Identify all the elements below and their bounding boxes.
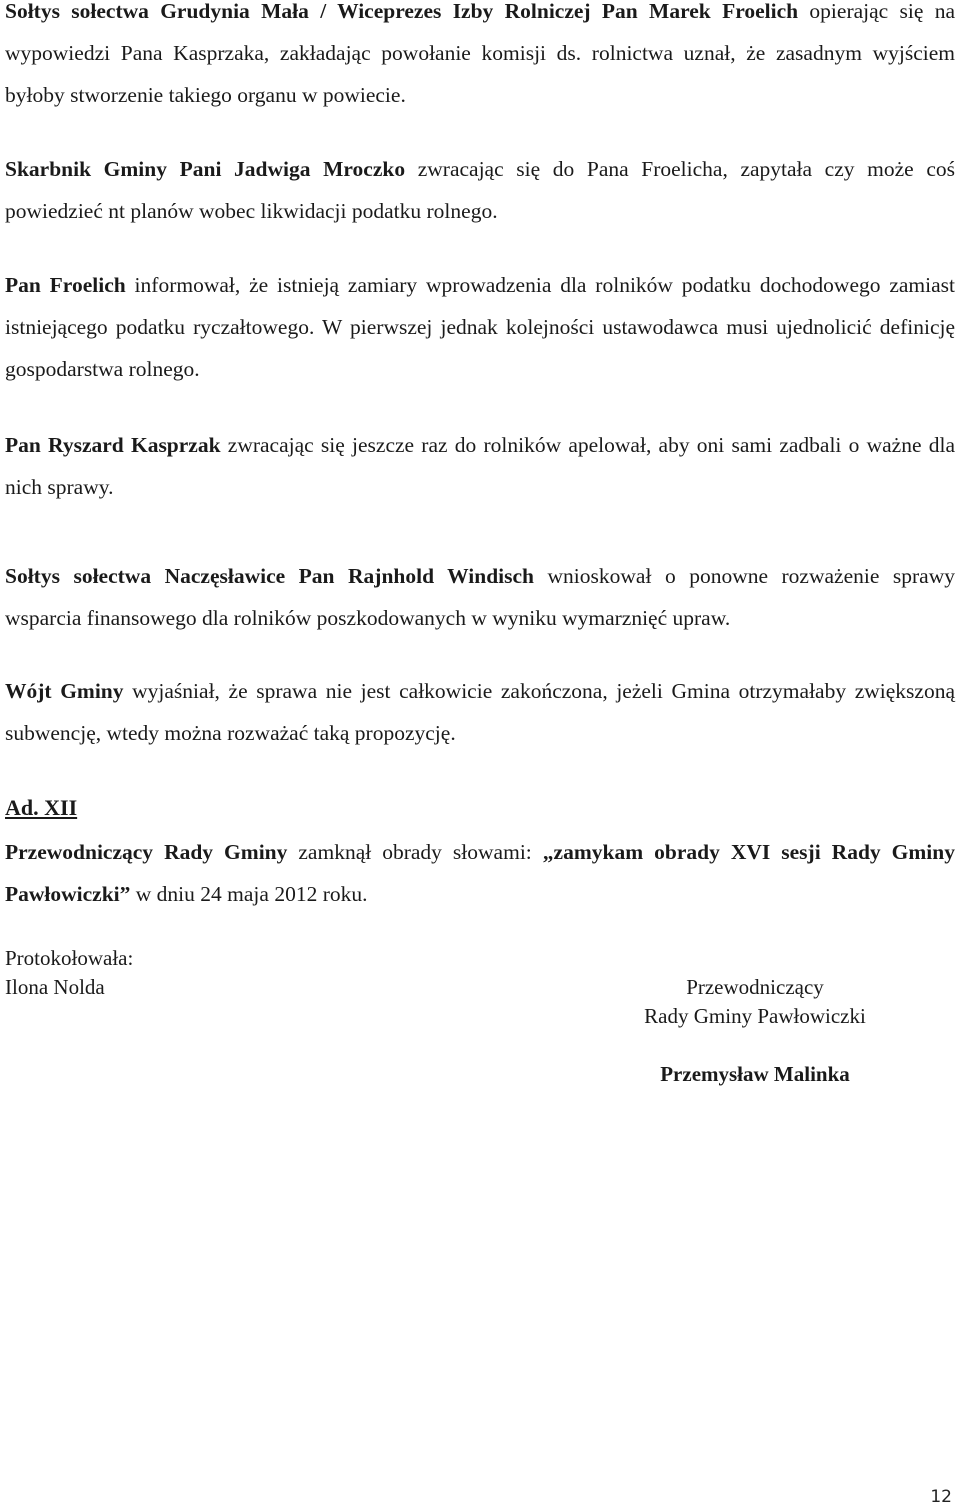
chairman-title: Przewodniczący	[686, 975, 824, 999]
paragraph-wojt-explanation	[5, 670, 955, 754]
paragraph-froelich-tax	[5, 264, 955, 390]
paragraph-text: opierając się na wypowiedzi Pana Kasprzaka, zakładając powołanie komisji ds. rolnictwa uznał, że zasadnym wyjściem byłoby stworzenie takiego organu w powiecie.	[5, 0, 956, 107]
page-number: 12	[930, 1487, 952, 1507]
paragraph-text: w dniu 24 maja 2012 roku.	[130, 882, 368, 906]
recorder-name: Ilona Nolda	[5, 975, 105, 999]
recorder-label: Protokołowała:	[5, 946, 134, 970]
paragraph-mroczko-question	[5, 148, 955, 232]
paragraph-kasprzak-appeal	[5, 424, 955, 508]
paragraph-windisch-motion	[5, 555, 955, 639]
paragraph-froelich-commission	[5, 0, 955, 116]
paragraph-text: informował, że istnieją zamiary wprowadzenia dla rolników podatku dochodowego zamiast istniejącego podatku ryczałtowego. W pierwszej jednak kolejności ustawodawca musi ujednolicić definicję gospodarstwa rolnego.	[5, 273, 955, 381]
section-heading: Ad. XII	[5, 795, 78, 820]
chairman-name: Przemysław Malinka	[660, 1062, 850, 1086]
speaker-name: Pan Ryszard Kasprzak	[5, 433, 221, 457]
paragraph-text: zamknął obrady słowami:	[287, 840, 543, 864]
speaker-name: Sołtys sołectwa Naczęsławice Pan Rajnhold Windisch	[5, 564, 535, 588]
paragraph-text: wyjaśniał, że sprawa nie jest całkowicie zakończona, jeżeli Gmina otrzymałaby zwiększoną subwencję, wtedy można rozważać taką propozycję.	[5, 679, 955, 745]
paragraph-text: wnioskował o ponowne rozważenie sprawy wsparcia finansowego dla rolników poszkodowanych w wyniku wymarznięć upraw.	[5, 564, 955, 630]
speaker-name: Skarbnik Gminy Pani Jadwiga Mroczko	[5, 157, 406, 181]
speaker-name: Przewodniczący Rady Gminy	[5, 840, 288, 864]
chairman-council: Rady Gminy Pawłowiczki	[644, 1004, 866, 1028]
speaker-name: Wójt Gminy	[5, 679, 124, 703]
paragraph-text: zwracając się jeszcze raz do rolników apelował, aby oni sami zadbali o ważne dla nich sprawy.	[5, 433, 955, 499]
speaker-name: Pan Froelich	[5, 273, 126, 297]
paragraph-text: zwracając się do Pana Froelicha, zapytała czy może coś powiedzieć nt planów wobec likwidacji podatku rolnego.	[5, 157, 955, 223]
paragraph-closing	[5, 831, 955, 915]
speaker-name: Sołtys sołectwa Grudynia Mała / Wiceprezes Izby Rolniczej Pan Marek Froelich	[5, 0, 799, 23]
closing-quote: „zamykam obrady XVI sesji Rady Gminy Pawłowiczki”	[5, 840, 955, 906]
